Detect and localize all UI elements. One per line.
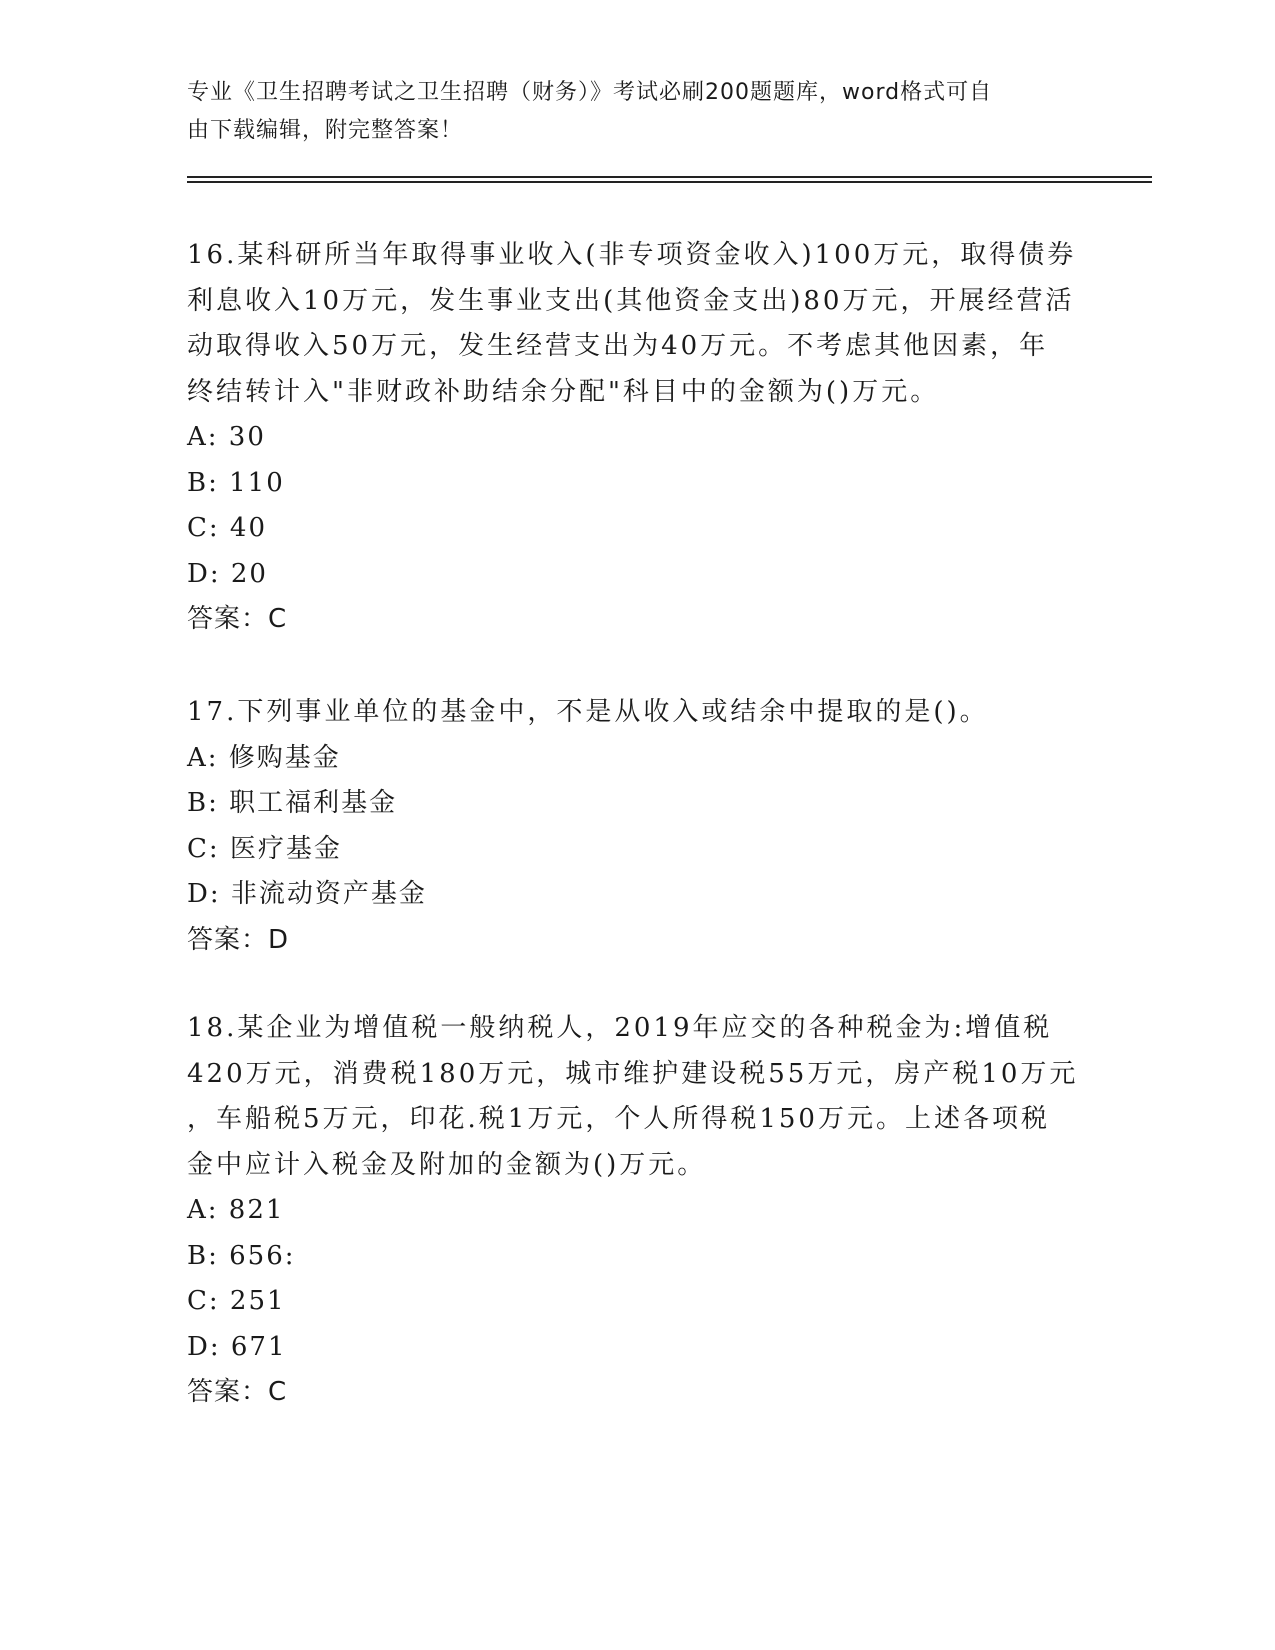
option-b: B: 职工福利基金 bbox=[187, 788, 398, 818]
answer-line: 答案：C bbox=[187, 604, 288, 634]
header-divider-bottom bbox=[187, 181, 1152, 183]
stem-line: 16.某科研所当年取得事业收入(非专项资金收入)100万元，取得债券 bbox=[187, 240, 1077, 270]
option-a: A: 30 bbox=[187, 422, 266, 452]
question-18 bbox=[187, 1006, 1092, 1416]
answer-line: 答案：C bbox=[187, 1377, 288, 1407]
option-b: B: 656: bbox=[187, 1240, 296, 1271]
question-stem bbox=[187, 233, 1092, 415]
option-c: C: 医疗基金 bbox=[187, 833, 342, 864]
stem-line: 金中应计入税金及附加的金额为()万元。 bbox=[187, 1149, 707, 1180]
document-header bbox=[187, 74, 1087, 150]
question-16 bbox=[187, 233, 1092, 643]
option-d: D: 非流动资产基金 bbox=[187, 879, 427, 909]
answer-line: 答案：D bbox=[187, 924, 290, 955]
option-c: C: 251 bbox=[187, 1286, 286, 1316]
question-stem bbox=[187, 1006, 1092, 1188]
stem-line: ，车船税5万元，印花.税1万元，个人所得税150万元。上述各项税 bbox=[187, 1104, 1050, 1134]
option-a: A: 821 bbox=[187, 1195, 285, 1225]
stem-line: 利息收入10万元，发生事业支出(其他资金支出)80万元，开展经营活 bbox=[187, 285, 1075, 316]
stem-line: 17.下列事业单位的基金中，不是从收入或结余中提取的是()。 bbox=[187, 697, 989, 727]
stem-line: 终结转计入"非财政补助结余分配"科目中的金额为()万元。 bbox=[187, 376, 940, 407]
option-a: A: 修购基金 bbox=[187, 742, 341, 773]
header-divider-top bbox=[187, 176, 1152, 178]
question-stem bbox=[187, 690, 1092, 736]
option-d: D: 20 bbox=[187, 558, 268, 589]
header-line-1: 专业《卫生招聘考试之卫生招聘（财务）》考试必刷200题题库，word格式可自 bbox=[187, 80, 993, 105]
header-line-2: 由下载编辑，附完整答案！ bbox=[187, 118, 464, 143]
option-c: C: 40 bbox=[187, 513, 268, 543]
option-d: D: 671 bbox=[187, 1331, 287, 1362]
question-17 bbox=[187, 690, 1092, 963]
stem-line: 动取得收入50万元，发生经营支出为40万元。不考虑其他因素，年 bbox=[187, 331, 1049, 361]
stem-line: 18.某企业为增值税一般纳税人，2019年应交的各种税金为:增值税 bbox=[187, 1013, 1053, 1043]
option-b: B: 110 bbox=[187, 467, 285, 498]
stem-line: 420万元，消费税180万元，城市维护建设税55万元，房产税10万元 bbox=[187, 1058, 1079, 1089]
